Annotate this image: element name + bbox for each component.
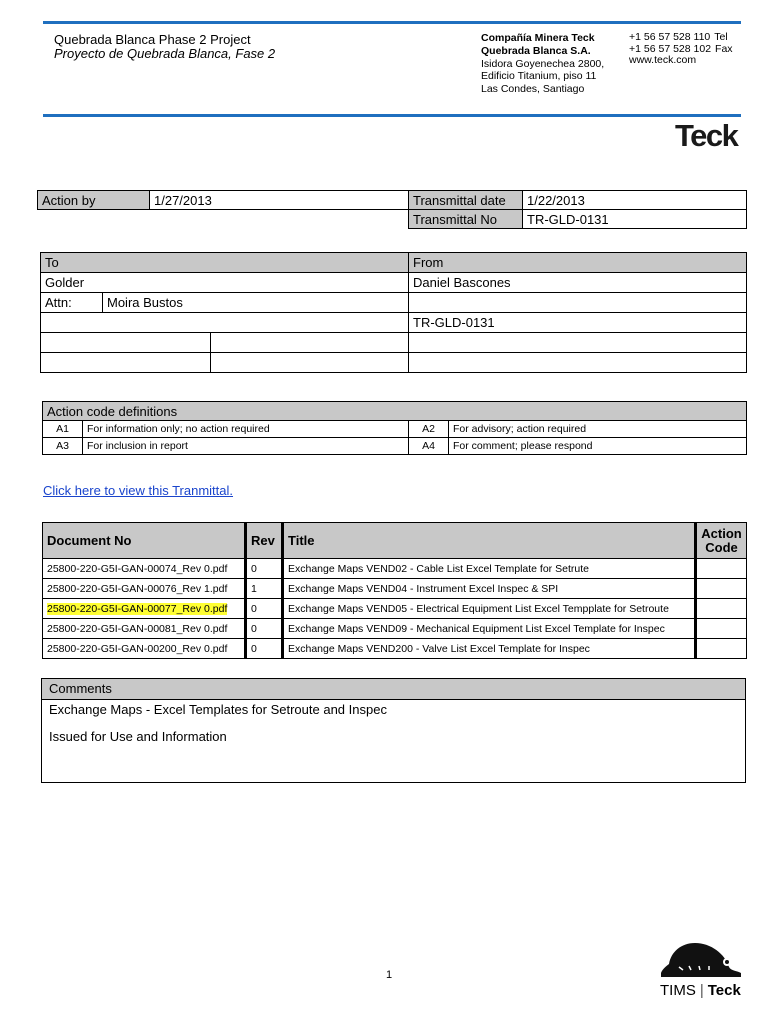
company-sub: Quebrada Blanca S.A.	[481, 44, 591, 57]
to-name: Golder	[41, 273, 409, 293]
title-cell: Exchange Maps VEND02 - Cable List Excel Template for Setrute	[283, 559, 696, 579]
title-header: Title	[283, 523, 696, 559]
empty-cell	[211, 353, 409, 373]
empty-cell	[409, 353, 747, 373]
project-subtitle: Proyecto de Quebrada Blanca, Fase 2	[54, 46, 276, 61]
tims-label: TIMS	[660, 982, 696, 999]
top-rule	[43, 21, 741, 24]
transmittal-no-value: TR-GLD-0131	[523, 210, 747, 229]
action-code-cell	[696, 559, 747, 579]
empty-cell	[41, 353, 211, 373]
highlighted-doc-no: 25800-220-G5I-GAN-00077_Rev 0.pdf	[47, 602, 228, 615]
company-name: Compañía Minera Teck	[481, 32, 595, 44]
action-code-table	[42, 401, 747, 455]
action-code: A4	[409, 438, 449, 455]
empty-cell	[41, 313, 409, 333]
doc-no-header: Document No	[43, 523, 246, 559]
fax-label: Fax	[715, 42, 733, 55]
transmittal-no-label: Transmittal No	[409, 210, 523, 229]
fax-number: +1 56 57 528 102	[629, 42, 712, 55]
table-row	[43, 579, 747, 599]
rev-header: Rev	[246, 523, 283, 559]
comments-box	[41, 678, 746, 783]
tel-label: Tel	[714, 31, 728, 43]
project-heading	[54, 33, 275, 61]
action-code-desc: For inclusion in report	[83, 438, 409, 455]
address-line-1: Isidora Goyenechea 2800,	[481, 57, 605, 70]
doc-no-cell: 25800-220-G5I-GAN-00081_Rev 0.pdf	[43, 619, 246, 639]
comment-line: Issued for Use and Information	[49, 729, 227, 744]
to-label: To	[41, 253, 409, 273]
action-code: A3	[43, 438, 83, 455]
empty-cell	[409, 293, 747, 313]
tims-brand: Teck	[707, 982, 741, 999]
website: www.teck.com	[629, 54, 697, 66]
comments-title: Comments	[42, 679, 745, 700]
doc-no-cell: 25800-220-G5I-GAN-00076_Rev 1.pdf	[43, 579, 246, 599]
rev-cell: 0	[246, 639, 283, 659]
action-code-cell	[696, 599, 747, 619]
attn-value: Moira Bustos	[103, 293, 409, 313]
table-row	[43, 619, 747, 639]
empty-cell	[150, 210, 409, 229]
to-from-table	[40, 252, 747, 373]
empty-cell	[38, 210, 150, 229]
action-code-cell	[696, 579, 747, 599]
company-address	[481, 32, 604, 96]
address-line-3: Las Condes, Santiago	[481, 83, 585, 96]
transmittal-info-table	[37, 190, 747, 229]
rev-cell: 0	[246, 599, 283, 619]
doc-no-cell: 25800-220-G5I-GAN-00200_Rev 0.pdf	[43, 639, 246, 659]
action-by-label: Action by	[38, 191, 150, 210]
rev-cell: 1	[246, 579, 283, 599]
action-code-cell	[696, 639, 747, 659]
title-cell: Exchange Maps VEND09 - Mechanical Equipment List Excel Template for Inspec	[283, 619, 696, 639]
doc-no-cell	[43, 599, 246, 619]
table-row	[43, 599, 747, 619]
comment-line: Exchange Maps - Excel Templates for Setroute and Inspec	[49, 702, 387, 717]
action-code-title: Action code definitions	[43, 402, 747, 421]
teck-logo: Teck	[675, 118, 738, 153]
project-title: Quebrada Blanca Phase 2 Project	[54, 32, 251, 47]
action-code-header: Action Code	[696, 523, 747, 559]
action-code-cell	[696, 619, 747, 639]
documents-table	[42, 522, 747, 659]
view-transmittal-link[interactable]: Click here to view this Tranmittal.	[43, 483, 234, 498]
action-code: A2	[409, 421, 449, 438]
action-code: A1	[43, 421, 83, 438]
reference-number: TR-GLD-0131	[409, 313, 747, 333]
tel-number: +1 56 57 528 110	[629, 31, 711, 43]
action-by-value: 1/27/2013	[150, 191, 409, 210]
rev-cell: 0	[246, 619, 283, 639]
action-code-desc: For advisory; action required	[449, 421, 747, 438]
attn-label: Attn:	[41, 293, 103, 313]
action-code-desc: For comment; please respond	[449, 438, 747, 455]
page-number: 1	[386, 969, 393, 981]
header-rule	[43, 114, 741, 117]
tims-logo-text: TIMS | Teck	[660, 982, 741, 999]
transmittal-date-value: 1/22/2013	[523, 191, 747, 210]
address-line-2: Edificio Titanium, piso 11	[481, 70, 597, 83]
tims-logo-icon	[659, 940, 743, 980]
from-label: From	[409, 253, 747, 273]
title-cell: Exchange Maps VEND05 - Electrical Equipment List Excel Tempplate for Setroute	[283, 599, 696, 619]
title-cell: Exchange Maps VEND04 - Instrument Excel Inspec & SPI	[283, 579, 696, 599]
company-contacts	[629, 32, 733, 67]
empty-cell	[211, 333, 409, 353]
action-code-desc: For information only; no action required	[83, 421, 409, 438]
title-cell: Exchange Maps VEND200 - Valve List Excel Template for Inspec	[283, 639, 696, 659]
transmittal-date-label: Transmittal date	[409, 191, 523, 210]
empty-cell	[41, 333, 211, 353]
rev-cell: 0	[246, 559, 283, 579]
from-name: Daniel Bascones	[409, 273, 747, 293]
doc-no-cell: 25800-220-G5I-GAN-00074_Rev 0.pdf	[43, 559, 246, 579]
empty-cell	[409, 333, 747, 353]
table-row	[43, 639, 747, 659]
table-row	[43, 559, 747, 579]
